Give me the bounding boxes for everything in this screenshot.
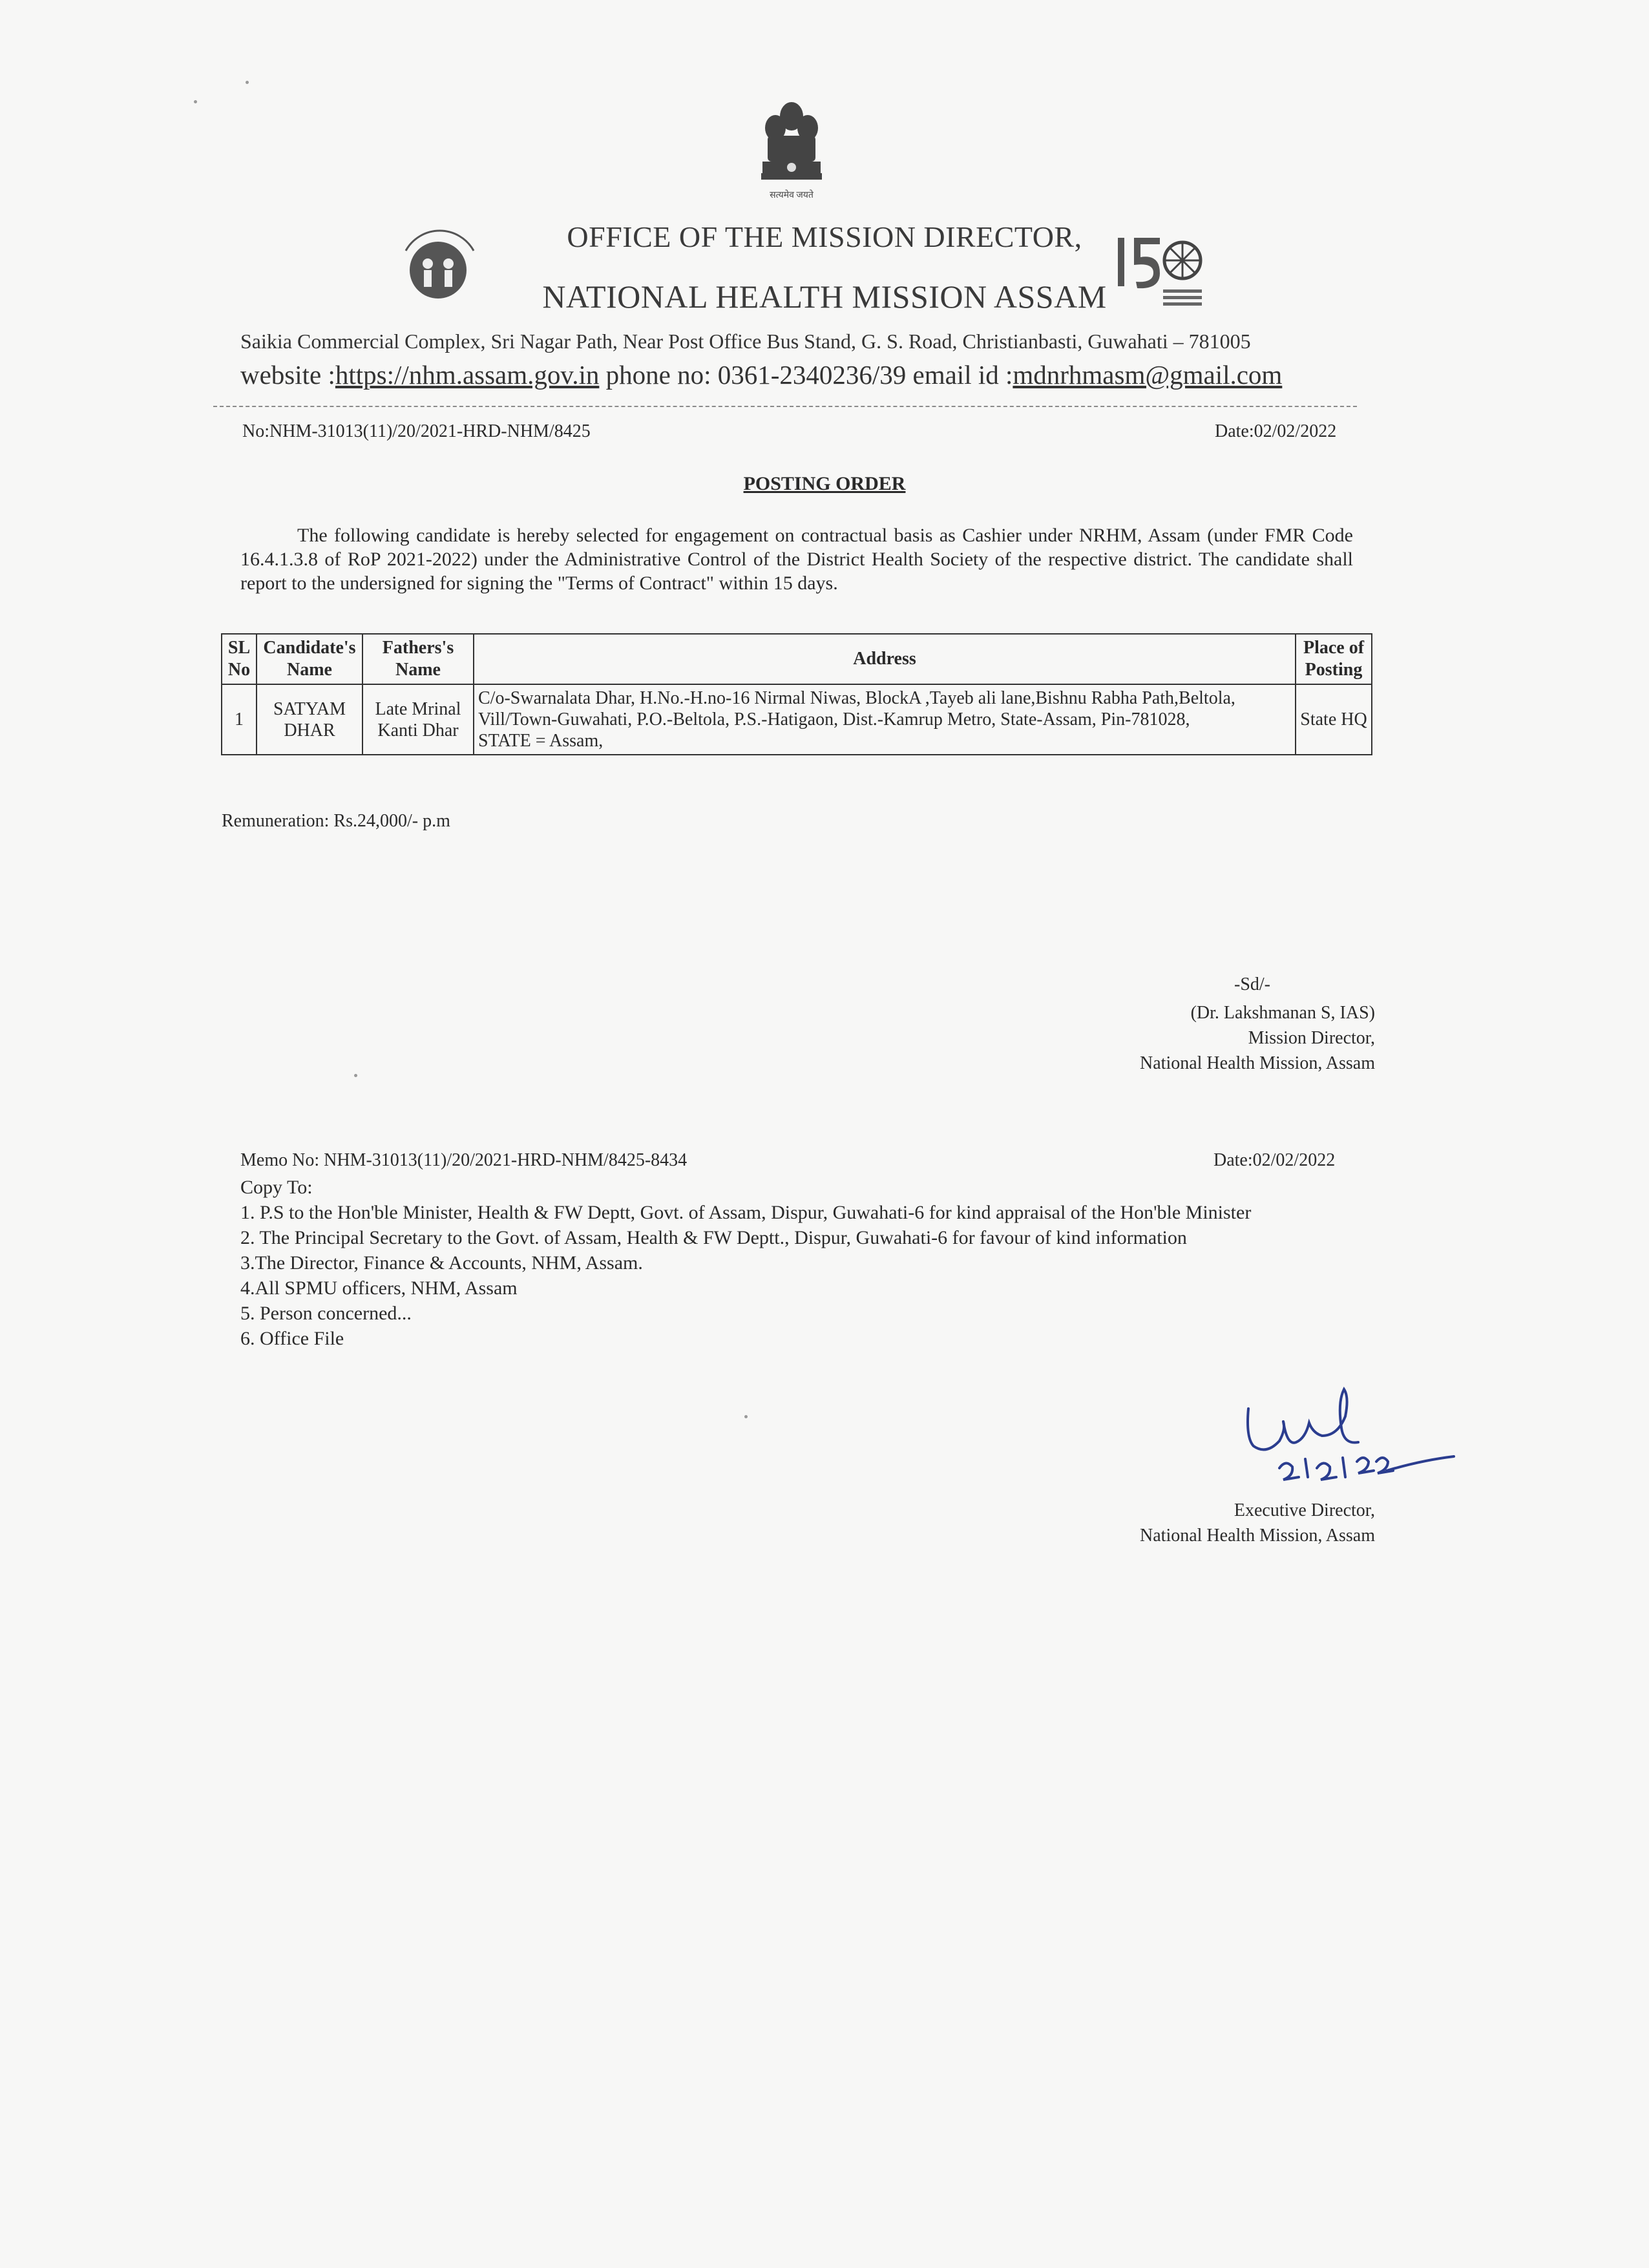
scan-speck	[744, 1415, 748, 1418]
order-paragraph: The following candidate is hereby selected for engagement on contractual basis as Cashier under NRHM, Assam (under FMR Code 16.4.1.3.8 of RoP 2021-2022) under the Administrative Control of the District Health Society of the respective district. The candidate shall report to the undersigned for signing the "Terms of Contract" within 15 days.	[240, 525, 1353, 594]
cell-name: SATYAM DHAR	[257, 684, 362, 755]
header-sl: SL No	[222, 634, 257, 684]
memo-date: Date:02/02/2022	[1213, 1150, 1336, 1170]
office-title: OFFICE OF THE MISSION DIRECTOR,	[567, 220, 1082, 253]
mission-title: NATIONAL HEALTH MISSION ASSAM	[542, 278, 1107, 315]
signatory-designation: Mission Director,	[1248, 1028, 1375, 1048]
signatory-name: (Dr. Lakshmanan S, IAS)	[1190, 1003, 1375, 1023]
cell-address	[474, 684, 1296, 755]
header-father: Fathers's Name	[362, 634, 474, 684]
table-row	[222, 684, 1372, 755]
scan-speck	[246, 81, 249, 84]
office-address: Saikia Commercial Complex, Sri Nagar Path, Near Post Office Bus Stand, G. S. Road, Christianbasti, Guwahati – 781005	[240, 330, 1251, 353]
phone-text: phone no: 0361-2340236/39	[605, 360, 907, 390]
emblem-caption: सत्यमेव जयते	[770, 191, 814, 200]
cell-sl: 1	[222, 684, 257, 755]
list-item: 4.All SPMU officers, NHM, Assam	[240, 1277, 518, 1299]
website-link[interactable]: https://nhm.assam.gov.in	[335, 360, 600, 390]
header-divider	[213, 406, 1357, 407]
signatory-org: National Health Mission, Assam	[1140, 1053, 1375, 1073]
cell-place: State HQ	[1296, 684, 1372, 755]
cell-father: Late Mrinal Kanti Dhar	[362, 684, 474, 755]
executive-org: National Health Mission, Assam	[1140, 1526, 1375, 1546]
order-heading: POSTING ORDER	[743, 473, 906, 494]
list-item: 5. Person concerned...	[240, 1303, 412, 1324]
table-header-row	[222, 634, 1372, 684]
list-item: 2. The Principal Secretary to the Govt. of Assam, Health & FW Deptt., Dispur, Guwahati-6 for favour of kind information	[240, 1227, 1187, 1248]
address-line-2: STATE = Assam,	[478, 731, 604, 751]
contact-line	[240, 359, 1282, 390]
remuneration: Remuneration: Rs.24,000/- p.m	[222, 811, 450, 831]
signed-mark: -Sd/-	[1234, 974, 1270, 994]
signatory-block	[1140, 1000, 1375, 1076]
email-link[interactable]: mdnrhmasm@gmail.com	[1013, 360, 1283, 390]
header-address: Address	[474, 634, 1296, 684]
candidate-table	[221, 633, 1372, 755]
list-item: 1. P.S to the Hon'ble Minister, Health & FW Deptt, Govt. of Assam, Dispur, Guwahati-6 for kind appraisal of the Hon'ble Minister	[240, 1202, 1252, 1223]
reference-number: No:NHM-31013(11)/20/2021-HRD-NHM/8425	[242, 421, 591, 441]
website-label: website :	[240, 360, 335, 390]
header-name: Candidate's Name	[257, 634, 362, 684]
address-line-1: C/o-Swarnalata Dhar, H.No.-H.no-16 Nirmal Niwas, BlockA ,Tayeb ali lane,Bishnu Rabha Path,Beltola, Vill/Town-Guwahati, P.O.-Beltola, P.S.-Hatigaon, Dist.-Kamrup Metro, State-Assam, Pin-781028,	[478, 688, 1235, 730]
memo-number: Memo No: NHM-31013(11)/20/2021-HRD-NHM/8425-8434	[240, 1150, 688, 1170]
list-item: 3.The Director, Finance & Accounts, NHM, Assam.	[240, 1252, 643, 1274]
email-label: email id :	[912, 360, 1013, 390]
scan-speck	[354, 1074, 357, 1077]
executive-block	[1140, 1498, 1375, 1548]
copy-to-list	[240, 1175, 1365, 1351]
copy-to-label: Copy To:	[240, 1177, 313, 1198]
executive-designation: Executive Director,	[1234, 1500, 1375, 1520]
scan-speck	[194, 100, 197, 103]
header-place: Place of Posting	[1296, 634, 1372, 684]
reference-date: Date:02/02/2022	[1215, 421, 1337, 441]
handwritten-signature	[1241, 1383, 1460, 1499]
list-item: 6. Office File	[240, 1328, 344, 1349]
